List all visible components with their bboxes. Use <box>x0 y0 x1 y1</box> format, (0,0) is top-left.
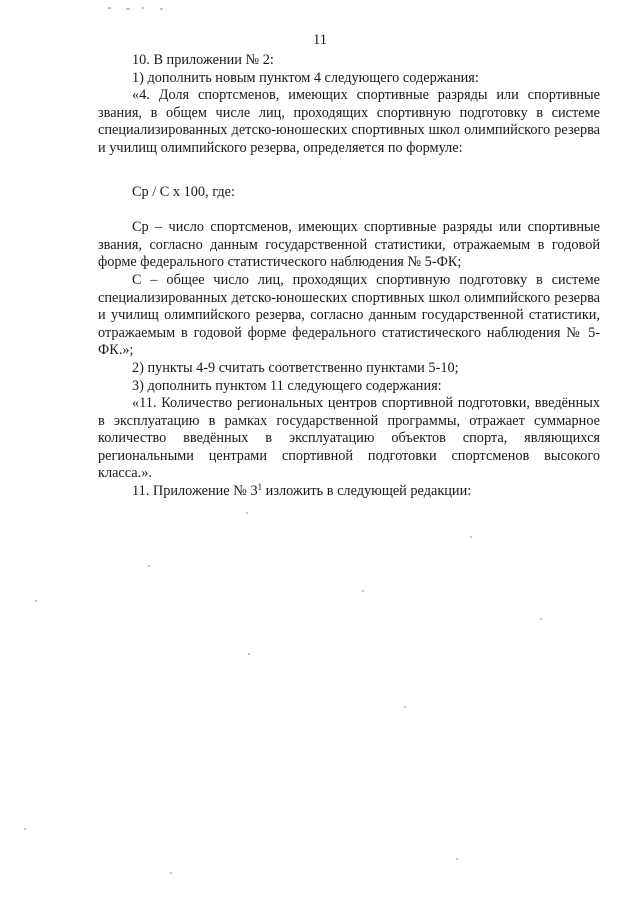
scan-speck <box>108 7 111 9</box>
superscript: 1 <box>257 482 263 493</box>
page-number: 11 <box>313 32 327 48</box>
scan-speck <box>35 600 37 602</box>
paragraph-definition-cp: Ср – число спортсменов, имеющих спортивные разряды или спортивные звания, согласно данным государственной статистики, отражаемым в годовой форме федерального статистического наблюдения № 5-ФК; <box>98 219 600 271</box>
paragraph-item-11-text: 11. Приложение № 3 <box>132 483 258 500</box>
scan-speck <box>24 828 26 830</box>
scan-speck <box>160 8 163 10</box>
paragraph-subitem-1: 1) дополнить новым пунктом 4 следующего содержания: <box>132 69 479 86</box>
paragraph-subitem-2: 2) пункты 4-9 считать соответственно пунктами 5-10; <box>132 359 459 376</box>
scan-speck <box>540 618 542 620</box>
paragraph-item-11-text-end: изложить в следующей редакции: <box>262 483 472 500</box>
paragraph-point-4: «4. Доля спортсменов, имеющих спортивные разряды или спортивные звания, в общем числе лиц, проходящих спортивную подготовку в системе специализированных детско-юношеских спортивных школ олимпийского резерва и училищ олимпийского резерва, определяется по формуле: <box>98 87 600 156</box>
paragraph-definition-c: С – общее число лиц, проходящих спортивную подготовку в системе специализированных детско-юношеских спортивных школ олимпийского резерва и училищ олимпийского резерва, согласно данным государственной статистики, отражаемым в годовой форме федерального статистического наблюдения № 5-ФК.»; <box>98 271 600 359</box>
scan-speck <box>470 536 472 538</box>
scan-speck <box>148 565 150 567</box>
paragraph-point-11: «11. Количество региональных центров спортивной подготовки, введённых в эксплуатацию в рамках государственной программы, отражает суммарное количество введённых в эксплуатацию объектов спорта, являющихся региональными центрами спортивной подготовки спортсменов высокого класса.». <box>98 395 600 482</box>
paragraph-item-11 <box>98 483 600 501</box>
document-body <box>98 52 600 501</box>
paragraph-subitem-3: 3) дополнить пунктом 11 следующего содержания: <box>132 377 442 394</box>
scan-speck <box>456 858 458 860</box>
scan-speck <box>404 706 406 708</box>
scan-speck <box>170 872 172 874</box>
scan-speck <box>126 8 130 10</box>
formula: Ср / С х 100, где: <box>132 183 235 200</box>
spacer <box>98 158 600 184</box>
spacer <box>98 201 600 219</box>
paragraph-item-10: 10. В приложении № 2: <box>132 52 274 68</box>
scan-speck <box>362 590 364 592</box>
scan-speck <box>246 512 248 514</box>
scan-speck <box>248 653 250 655</box>
scan-speck <box>142 7 144 9</box>
